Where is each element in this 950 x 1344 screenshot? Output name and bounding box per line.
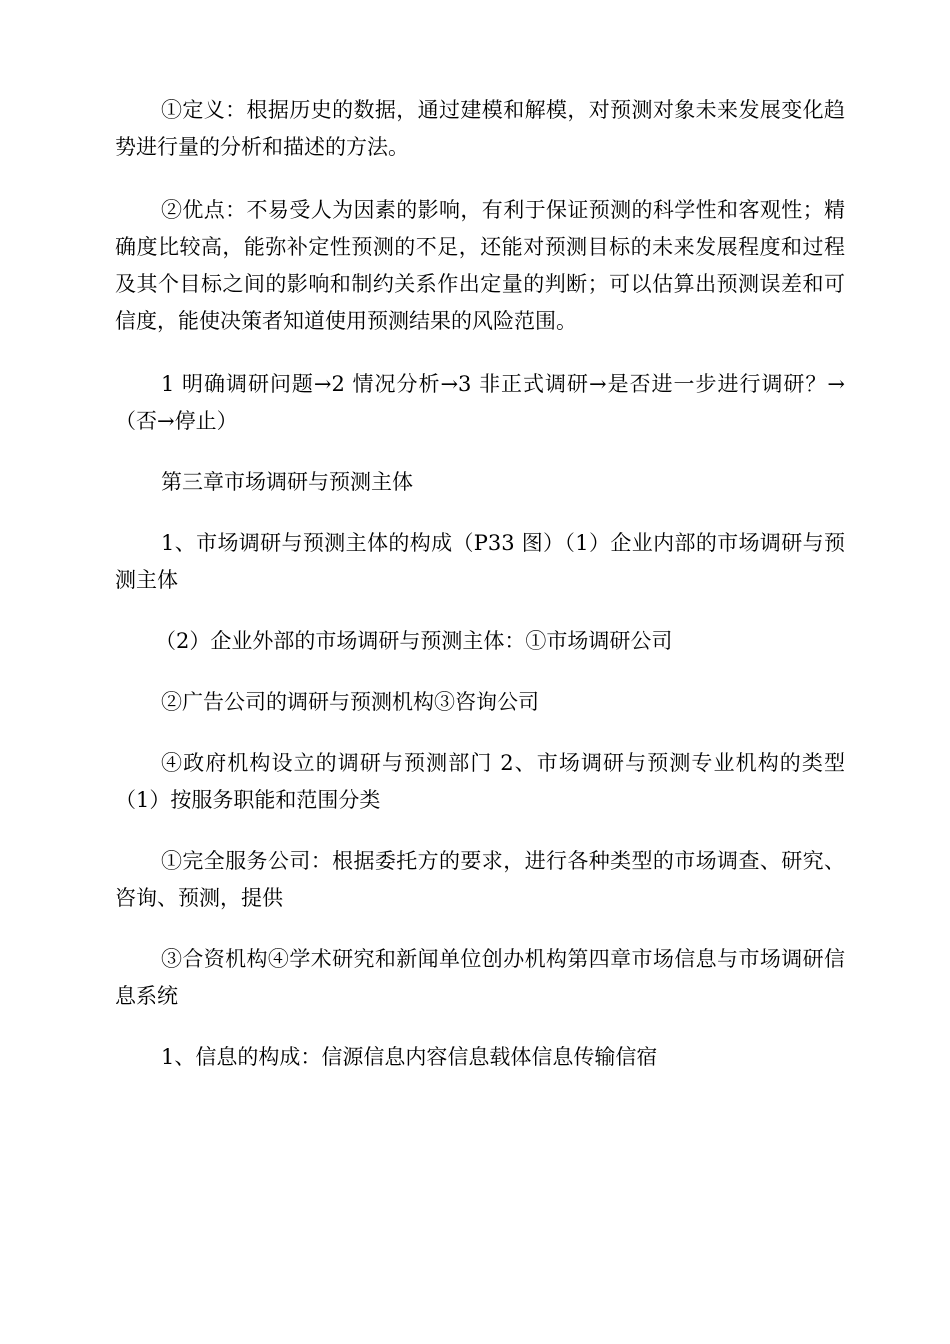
paragraph-information-composition: 1、信息的构成：信源信息内容信息载体信息传输信宿 <box>161 1045 658 1069</box>
paragraph-government-agencies: ④政府机构设立的调研与预测部门 2、市场调研与预测专业机构的类型（1）按服务职能和范围分类 <box>115 751 845 812</box>
paragraph-subject-composition: 1、市场调研与预测主体的构成（P33 图）（1）企业内部的市场调研与预测主体 <box>115 531 845 592</box>
paragraph-ad-agencies: ②广告公司的调研与预测机构③咨询公司 <box>161 690 539 714</box>
paragraph-definition: ①定义：根据历史的数据，通过建模和解模，对预测对象未来发展变化趋势进行量的分析和描述的方法。 <box>115 98 845 159</box>
paragraph-full-service: ①完全服务公司：根据委托方的要求，进行各种类型的市场调查、研究、咨询、预测，提供 <box>115 849 845 910</box>
paragraph-joint-ventures: ③合资机构④学术研究和新闻单位创办机构第四章市场信息与市场调研信息系统 <box>115 947 845 1008</box>
paragraph-research-steps: 1 明确调研问题→2 情况分析→3 非正式调研→是否进一步进行调研？→（否→停止） <box>115 372 845 433</box>
paragraph-advantages: ②优点：不易受人为因素的影响，有利于保证预测的科学性和客观性；精确度比较高，能弥补定性预测的不足，还能对预测目标的未来发展程度和过程及其个目标之间的影响和制约关系作出定量的判断；可以估算出预测误差和可信度，能使决策者知道使用预测结果的风险范围。 <box>115 198 845 333</box>
document-body <box>115 92 845 1076</box>
chapter-heading-3: 第三章市场调研与预测主体 <box>161 470 413 494</box>
paragraph-external-subjects: （2）企业外部的市场调研与预测主体：①市场调研公司 <box>155 629 673 653</box>
